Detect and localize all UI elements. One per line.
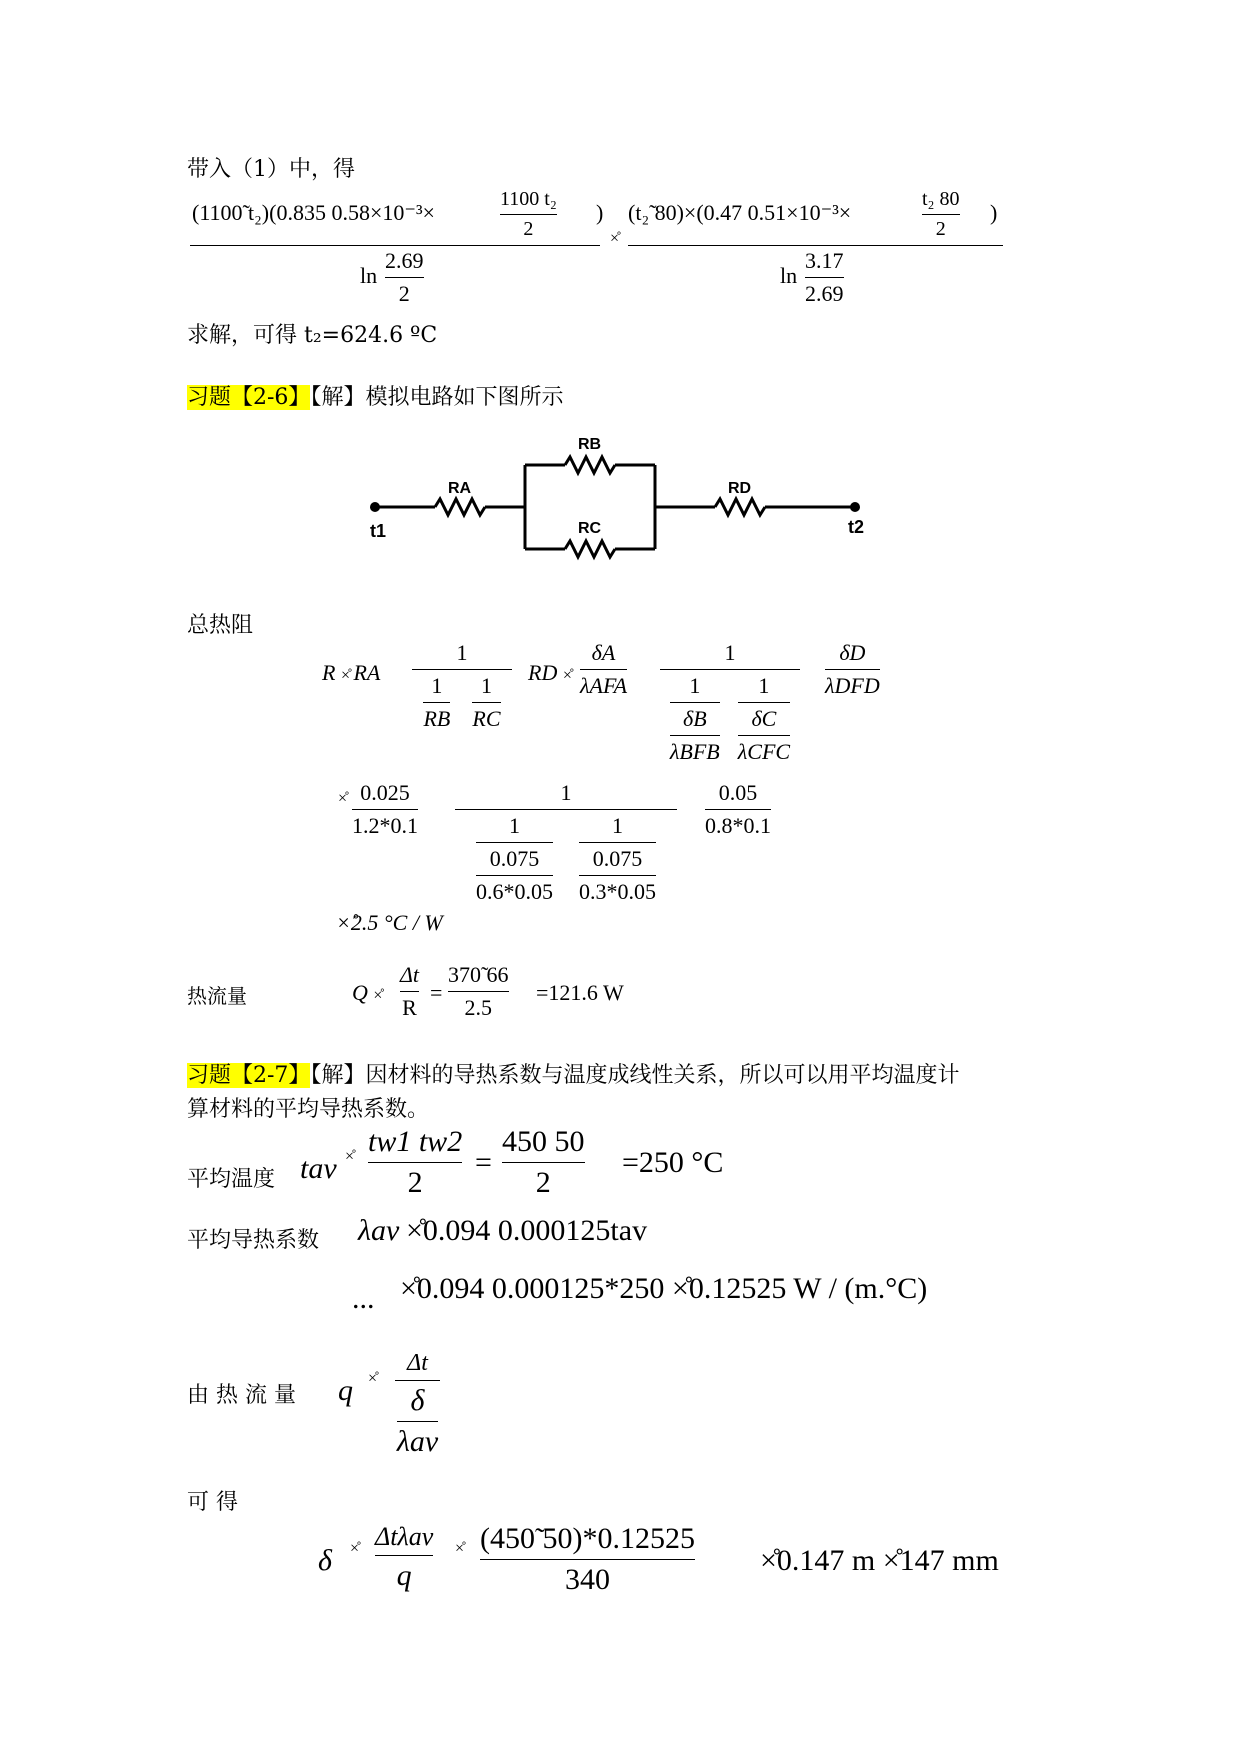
flux-delta: δ — [410, 1384, 425, 1417]
avg-temp-label: 平均温度 — [187, 1167, 276, 1192]
equals-symbol: ×̊ — [368, 1370, 376, 1387]
equals-symbol: ×̊ — [345, 1148, 353, 1165]
b-frac — [670, 706, 720, 765]
delta-numeric-den: 340 — [564, 1563, 610, 1596]
flux-dt: Δt — [407, 1350, 428, 1376]
eq1-left-num-text: (1100̃ t₂)(0.835 0.58×10⁻³× — [192, 200, 435, 225]
eq1-right-ln-num: 3.17 — [805, 248, 844, 273]
problem-2-7-text-line2: 算材料的平均导热系数。 — [187, 1097, 430, 1122]
fraction-bar — [579, 875, 656, 876]
k-expression-2: ×̊0.094 0.000125*250 ×̊0.12525 W / (m.°C) — [400, 1272, 928, 1305]
q-flux-symbol — [338, 1374, 353, 1408]
inv-b-num: 1 — [689, 673, 701, 698]
fraction-bar — [352, 809, 418, 810]
inv-rc — [472, 673, 500, 732]
inv-rb-den: RB — [423, 706, 451, 731]
r-total-expr — [322, 660, 380, 686]
eq1-left-numerator — [192, 200, 435, 226]
fraction-bar — [412, 669, 512, 670]
delta-text: δ — [318, 1544, 332, 1577]
delta-result: ×̊0.147 m ×̊147 mm — [760, 1544, 999, 1577]
problem-2-7-text: 【解】因材料的导热系数与温度成线性关系，所以可以用平均温度计 — [310, 1063, 960, 1088]
fraction-bar — [660, 669, 800, 670]
delta-symbol — [318, 1544, 332, 1578]
parallel-num: 1 — [456, 640, 468, 665]
equals-symbol: ×̊ — [455, 1540, 463, 1557]
eq1-right-ln: ln — [780, 263, 798, 288]
avg-k-label: 平均导热系数 — [187, 1228, 320, 1253]
flux-label: 由 热 流 量 — [187, 1383, 296, 1408]
eq1-right-inner-den: 2 — [935, 218, 946, 240]
lav-text: λav — [358, 1214, 400, 1247]
da-fraction — [580, 640, 627, 699]
r-den: R — [402, 995, 417, 1020]
q-flux-text: q — [338, 1374, 353, 1407]
fraction-bar — [476, 842, 553, 843]
eq1-right-ln-fraction — [805, 248, 844, 307]
label-t2: t2 — [848, 517, 865, 537]
fraction-bar — [448, 991, 509, 992]
total-resistance-label: 总热阻 — [187, 613, 254, 638]
r-symbol: R — [322, 660, 336, 685]
tav-symbol — [300, 1152, 337, 1186]
fraction-bar — [476, 875, 553, 876]
inv-c — [738, 673, 790, 765]
equals-sign: = — [475, 1146, 492, 1179]
eq1-equals-symbol: ×̊ — [610, 230, 618, 247]
rd-symbol: RD — [528, 660, 558, 685]
eq1-left-close-paren: ) — [596, 200, 604, 225]
inv-b-numeric-num: 1 — [509, 813, 520, 838]
d-num: 0.05 — [718, 780, 758, 805]
tw-den: 2 — [407, 1166, 423, 1199]
equals-symbol: ×̊ — [338, 790, 346, 807]
inv-rc-num: 1 — [480, 673, 492, 698]
eq1-left-inner-num: 1100 t₂ — [500, 188, 557, 210]
eq1-right-inner-fraction — [922, 188, 960, 241]
equals-symbol: ×̊ — [373, 987, 381, 1004]
result-text: 求解，可得 t₂=624.6 ºC — [187, 323, 438, 348]
k-expression: ×̊0.094 0.000125tav — [406, 1214, 648, 1247]
q-symbol: Q — [352, 980, 368, 1005]
fraction-bar — [579, 842, 656, 843]
num450-fraction — [502, 1125, 585, 1200]
eq1-left-inner-den: 2 — [523, 218, 534, 240]
eq1-left-ln-num: 2.69 — [385, 248, 424, 273]
parallel-fraction-conduct — [660, 640, 800, 765]
db-num: δB — [682, 706, 707, 731]
parallel-den — [423, 673, 500, 732]
flux-fraction — [395, 1350, 440, 1459]
fraction-bar — [395, 1380, 440, 1381]
eq1-right-inner-num: t₂ 80 — [922, 188, 960, 210]
rd-expr — [528, 660, 570, 686]
dt-num: Δt — [400, 962, 420, 987]
label-rb: RB — [578, 436, 602, 453]
tav-text: tav — [300, 1152, 337, 1185]
q-expr — [352, 980, 380, 1006]
c-numeric-num: 0.075 — [592, 846, 643, 871]
flux-lav: λav — [396, 1425, 439, 1458]
dd-fraction — [825, 640, 880, 699]
inv-rb — [423, 673, 450, 732]
db-den: λBFB — [669, 739, 720, 764]
eq1-right-ln-den: 2.69 — [805, 281, 844, 306]
b-numeric-frac — [476, 846, 553, 905]
flow-result: =121.6 W — [536, 980, 624, 1005]
problem-2-7-heading — [187, 1058, 959, 1089]
eq1-right-close-paren: ) — [990, 200, 998, 225]
equals-symbol: ×̊ — [340, 667, 348, 684]
fraction-bar — [375, 1555, 433, 1556]
intro-text: 带入（1）中，得 — [187, 157, 355, 182]
fraction-bar — [670, 735, 720, 736]
circuit-diagram — [360, 425, 880, 565]
label-t1: t1 — [370, 521, 387, 541]
eq1-left-ln-fraction — [385, 248, 424, 307]
tav-result: =250 °C — [622, 1146, 724, 1179]
d-den: 0.8*0.1 — [705, 813, 771, 838]
b-numeric-num: 0.075 — [489, 846, 540, 871]
dc-num: δC — [751, 706, 777, 731]
equals-symbol: ×̊ — [562, 667, 570, 684]
problem-2-6-label: 习题【2-6】 — [187, 385, 311, 410]
fraction-bar — [423, 702, 450, 703]
da-den: λAFA — [580, 673, 628, 698]
c-numeric-den: 0.3*0.05 — [579, 879, 656, 904]
fraction-bar — [480, 1559, 695, 1560]
delta-over-lav — [397, 1384, 438, 1459]
inv-c-num: 1 — [758, 673, 770, 698]
delta-fraction — [375, 1522, 433, 1593]
ra-symbol: RA — [353, 660, 381, 685]
equals-symbol: ×̊ — [350, 1540, 358, 1557]
eq1-right-numerator — [628, 200, 851, 226]
fraction-bar — [455, 809, 677, 810]
fraction-bar — [738, 702, 790, 703]
eq1-left-ln-den: 2 — [398, 281, 410, 306]
inv-b-numeric — [476, 813, 553, 905]
delta-numeric-fraction — [480, 1522, 695, 1597]
dc-den: λCFC — [737, 739, 791, 764]
delta-den: q — [396, 1559, 412, 1592]
fraction-bar — [922, 214, 960, 215]
node-t1 — [370, 502, 380, 512]
label-rc: RC — [578, 520, 602, 537]
eq1-left-inner-fraction — [500, 188, 557, 241]
problem-2-6-text: 【解】模拟电路如下图所示 — [310, 385, 564, 410]
c-numeric-frac — [579, 846, 656, 905]
eq1-left-main-bar — [190, 245, 600, 246]
fraction-bar — [805, 277, 844, 278]
get-label: 可 得 — [187, 1490, 238, 1515]
dt-over-r-fraction — [400, 962, 419, 1021]
flow-num: 370̃ 66 — [448, 962, 509, 987]
fraction-bar — [580, 669, 627, 670]
parallel-numeric-fraction — [455, 780, 677, 905]
fraction-bar — [825, 669, 880, 670]
fraction-bar — [670, 702, 720, 703]
heat-flow-label: 热流量 — [187, 984, 247, 1008]
inv-b — [670, 673, 720, 765]
delta-num: Δtλav — [375, 1522, 434, 1551]
parallel-numeric-num: 1 — [560, 780, 572, 805]
da-num: δA — [591, 640, 616, 665]
fraction-bar — [368, 1162, 462, 1163]
flow-numeric-fraction — [448, 962, 509, 1021]
a-den: 1.2*0.1 — [352, 813, 418, 838]
num450-den: 2 — [535, 1166, 551, 1199]
equals-sign: = — [430, 980, 443, 1005]
eq1-left-ln: ln — [360, 263, 378, 288]
fraction-bar — [397, 1421, 438, 1422]
b-numeric-den: 0.6*0.05 — [476, 879, 553, 904]
parallel-fraction-symbolic — [412, 640, 512, 732]
eq1-right-main-bar — [628, 245, 1003, 246]
flow-den: 2.5 — [464, 995, 492, 1020]
lav-symbol — [358, 1214, 399, 1248]
dd-num: δD — [839, 640, 866, 665]
parallel-conduct-den — [670, 673, 790, 765]
problem-2-6-heading — [187, 380, 563, 411]
num450: 450 50 — [502, 1125, 585, 1158]
label-rd: RD — [728, 480, 752, 497]
fraction-bar — [400, 991, 419, 992]
fraction-bar — [502, 1162, 585, 1163]
a-num: 0.025 — [360, 780, 410, 805]
eq1-right-num-text: (t₂̃ 80)×(0.47 0.51×10⁻³× — [628, 200, 852, 225]
fraction-bar — [738, 735, 790, 736]
inv-c-numeric-num: 1 — [612, 813, 623, 838]
inv-c-numeric — [579, 813, 656, 905]
inv-rc-den: RC — [472, 706, 501, 731]
fraction-bar — [385, 277, 424, 278]
tw-fraction — [368, 1125, 462, 1200]
fraction-bar — [705, 809, 771, 810]
c-frac — [738, 706, 790, 765]
d-num-fraction — [705, 780, 771, 839]
node-t2 — [850, 502, 860, 512]
a-num-fraction — [352, 780, 418, 839]
dd-den: λDFD — [825, 673, 880, 698]
label-ra: RA — [448, 480, 472, 497]
problem-2-7-label: 习题【2-7】 — [187, 1063, 311, 1088]
parallel-conduct-num: 1 — [724, 640, 736, 665]
tw-num: tw1 tw2 — [368, 1125, 463, 1158]
fraction-bar — [472, 702, 500, 703]
inv-rb-num: 1 — [431, 673, 443, 698]
therefore-dots: ... — [352, 1282, 375, 1315]
parallel-numeric-den — [476, 813, 656, 905]
fraction-bar — [500, 214, 557, 215]
delta-numeric-num: (450̃ 50)*0.12525 — [480, 1522, 695, 1555]
total-resistance-result: ×̊2.5 °C / W — [336, 910, 443, 935]
